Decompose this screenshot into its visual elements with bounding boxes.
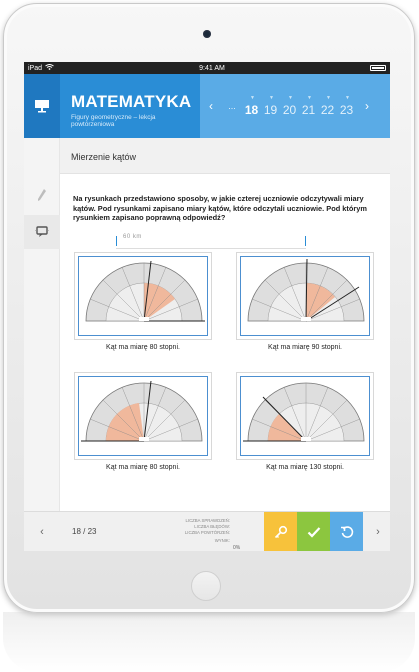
status-bar: [24, 62, 390, 74]
wifi-icon: [45, 64, 54, 72]
title-box: [60, 74, 200, 138]
front-camera: [203, 30, 211, 38]
key-button[interactable]: [264, 512, 297, 551]
presentation-board-icon[interactable]: [24, 74, 60, 138]
bottom-bar: [24, 511, 390, 551]
page-20-label: 20: [282, 103, 297, 117]
previous-slide-strip: [116, 236, 306, 246]
stat-result-label: WYNIK:: [214, 538, 230, 543]
home-button[interactable]: [191, 571, 221, 601]
page-21[interactable]: ▼ 21: [301, 95, 316, 117]
answer-option-d[interactable]: [236, 372, 374, 460]
slide-counter: 18 / 23: [72, 527, 97, 536]
subject-title: MATEMATYKA: [71, 92, 192, 111]
exercise-content: [60, 174, 390, 511]
caption-option-d: Kąt ma miarę 130 stopni.: [266, 464, 344, 471]
protractor-image: [79, 377, 209, 457]
chevron-left-icon[interactable]: ‹: [209, 99, 213, 113]
page-18-label: 18: [244, 103, 259, 117]
caption-option-a: Kąt ma miarę 80 stopni.: [106, 344, 180, 351]
stat-errors-label: LICZBA BŁĘDÓW:: [194, 524, 230, 529]
page-21-label: 21: [301, 103, 316, 117]
pager-ellipsis: ...: [228, 101, 236, 111]
page-20[interactable]: ▼ 20: [282, 95, 297, 117]
answer-option-b[interactable]: [236, 252, 374, 340]
carrier-label: iPad: [28, 64, 43, 72]
question-text: Na rysunkach przedstawiono sposoby, w jakie czterej uczniowie odczytywali miary kątów. Pod rysunkami zapisano miary kątów, które odczytali uczniowie. Pod którym rysunkiem zapisano poprawną odpowiedź?: [73, 194, 367, 222]
page-23[interactable]: ▼ 23: [339, 95, 354, 117]
check-icon: [307, 526, 321, 538]
chat-icon[interactable]: [24, 215, 60, 249]
page-19-label: 19: [263, 103, 278, 117]
reset-button[interactable]: [330, 512, 363, 551]
chevron-right-icon[interactable]: ›: [365, 99, 369, 113]
caption-option-c: Kąt ma miarę 80 stopni.: [106, 464, 180, 471]
chevron-left-icon[interactable]: ‹: [40, 526, 44, 538]
divider: [116, 248, 306, 249]
tablet-reflection: [3, 612, 415, 672]
screen: [24, 62, 390, 551]
app-header: [24, 74, 390, 138]
answer-option-c[interactable]: [74, 372, 212, 460]
check-button[interactable]: [297, 512, 330, 551]
sidebar: [24, 138, 60, 511]
cutoff-text: 60 km: [123, 234, 142, 240]
chevron-right-icon[interactable]: ›: [376, 526, 380, 538]
topic-title: Mierzenie kątów: [60, 138, 390, 174]
clock-time: 9:41 AM: [199, 64, 225, 72]
stats-panel: [144, 518, 230, 544]
page-18[interactable]: ▼ 18: [244, 95, 259, 117]
page-22-label: 22: [320, 103, 335, 117]
caption-option-b: Kąt ma miarę 90 stopni.: [268, 344, 342, 351]
answer-option-a[interactable]: [74, 252, 212, 340]
protractor-image: [79, 257, 209, 337]
key-icon: [274, 525, 288, 539]
lesson-subtitle: Figury geometryczne – lekcja powtórzeniowa: [71, 114, 156, 128]
protractor-image: [241, 257, 371, 337]
stat-repeats-label: LICZBA POWTÓRZEŃ:: [184, 530, 230, 535]
pencil-icon[interactable]: [24, 178, 60, 212]
page-navigator: [200, 74, 390, 138]
page-19[interactable]: ▼ 19: [263, 95, 278, 117]
page-23-label: 23: [339, 103, 354, 117]
battery-icon: [370, 65, 386, 71]
page-22[interactable]: ▼ 22: [320, 95, 335, 117]
protractor-image: [241, 377, 371, 457]
result-value: 0%: [233, 545, 241, 551]
stat-checks-label: LICZBA SPRAWDZEŃ:: [185, 518, 230, 523]
reset-icon: [340, 525, 354, 539]
